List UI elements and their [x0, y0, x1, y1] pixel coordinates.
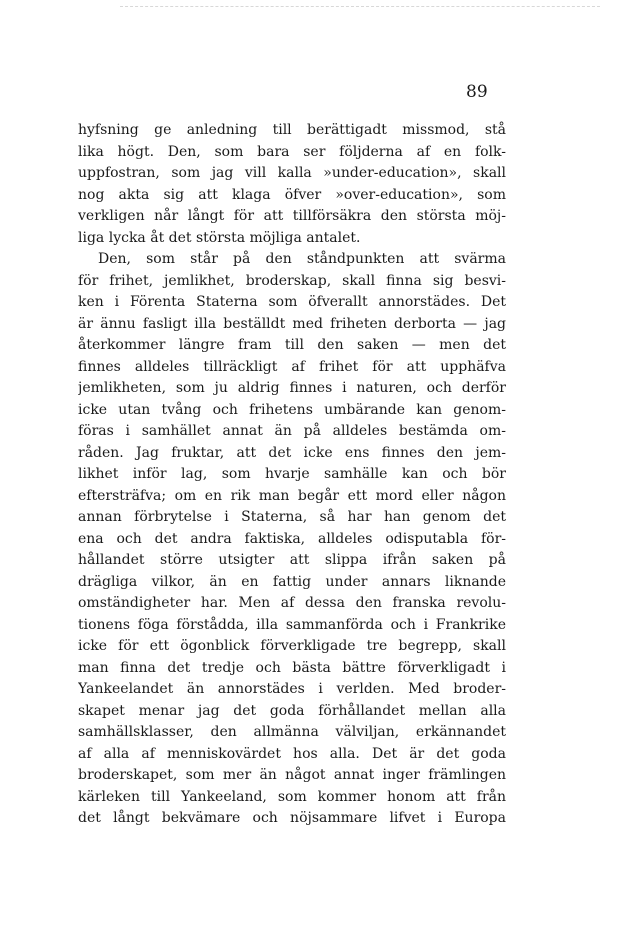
page-number: 89: [466, 82, 488, 102]
text-line: liga lycka åt det största möjliga antalet.: [78, 229, 361, 246]
text-line: lika högt. Den, som bara ser följderna af en folk-: [78, 143, 506, 160]
text-line: ken i Förenta Staterna som öfverallt annorstädes. Det: [78, 294, 506, 310]
paragraph-1: [78, 120, 506, 249]
text-line: likhet inför lag, som hvarje samhälle kan och bör: [78, 466, 506, 482]
text-line: uppfostran, som jag vill kalla »under-education», skall: [78, 165, 506, 181]
text-line: föras i samhället annat än på alldeles bestämda om-: [78, 423, 506, 439]
text-line: drägliga vilkor, än en fattig under annars liknande: [78, 573, 506, 590]
text-line: kärleken till Yankeeland, som kommer honom att från: [78, 788, 506, 805]
text-line: hyfsning ge anledning till berättigadt missmod, stå: [78, 122, 506, 138]
text-line: tionens föga förstådda, illa sammanförda och i Frankrike: [78, 616, 506, 633]
text-line: af alla af menniskovärdet hos alla. Det är det goda: [78, 745, 506, 762]
text-line: för frihet, jemlikhet, broderskap, skall finna sig besvi-: [78, 272, 506, 289]
text-line: annan förbrytelse i Staterna, så har han genom det: [78, 509, 506, 525]
text-line: omständigheter har. Men af dessa den franska revolu-: [78, 595, 506, 611]
text-line: verkligen når långt för att tillförsäkra den största möj-: [78, 208, 506, 224]
text-line: Yankeelandet än annorstädes i verlden. Med broder-: [78, 681, 506, 697]
text-line: ena och det andra faktiska, alldeles odisputabla för-: [78, 530, 506, 547]
text-line: det långt bekvämare och nöjsammare lifvet i Europa: [78, 810, 506, 826]
paragraph-2: [78, 249, 506, 830]
text-line: eftersträfva; om en rik man begår ett mord eller någon: [78, 487, 506, 504]
text-line: icke för ett ögonblick förverkligade tre begrepp, skall: [78, 638, 506, 654]
text-line: råden. Jag fruktar, att det icke ens finnes den jem-: [78, 444, 506, 461]
body-text: [78, 120, 506, 830]
text-line: samhällsklasser, den allmänna välviljan, erkännandet: [78, 724, 506, 740]
text-line: är ännu fasligt illa beställdt med friheten derborta — jag: [78, 315, 506, 332]
text-line: Den, som står på den ståndpunkten att svärma: [98, 251, 506, 267]
scan-edge-mark: [120, 6, 600, 7]
text-line: icke utan tvång och frihetens umbärande kan genom-: [78, 401, 506, 418]
text-line: jemlikheten, som ju aldrig finnes i naturen, och derför: [78, 380, 506, 396]
text-line: hållandet större utsigter att slippa ifrån saken på: [78, 552, 506, 568]
text-line: finnes alldeles tillräckligt af frihet för att upphäfva: [78, 358, 506, 375]
text-line: man finna det tredje och bästa bättre förverkligadt i: [78, 659, 506, 676]
text-line: broderskapet, som mer än något annat inger främlingen: [78, 767, 506, 783]
text-line: nog akta sig att klaga öfver »over-education», som: [78, 186, 506, 203]
text-line: återkommer längre fram till den saken — men det: [78, 337, 506, 353]
text-line: skapet menar jag det goda förhållandet mellan alla: [78, 702, 506, 719]
